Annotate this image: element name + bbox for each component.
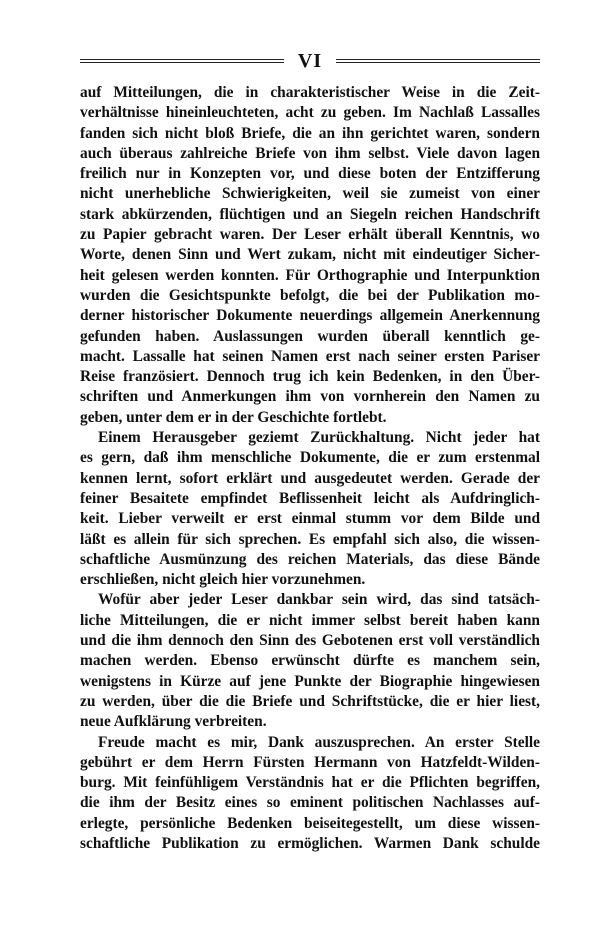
text-line: derner historischer Dokumente neuerdings allgemein Anerkennung bbox=[80, 307, 540, 325]
text-line: kennen lernt, sofort erklärt und ausgedeutet werden. Gerade der bbox=[80, 469, 540, 487]
text-line: schaftliche Publikation zu ermöglichen. Warmen Dank schulde bbox=[80, 834, 540, 852]
text-line: schaftliche Ausmünzung des reichen Materials, das diese Bände bbox=[80, 550, 540, 568]
text-line: keit. Lieber verweilt er erst einmal stumm vor dem Bilde und bbox=[80, 510, 540, 528]
paragraph bbox=[80, 428, 540, 590]
text-line: und die ihm dennoch den Sinn des Gebotenen erst voll verständlich bbox=[80, 632, 540, 650]
text-line: burg. Mit feinfühligem Verständnis hat er die Pflichten begriffen, bbox=[80, 774, 540, 792]
text-line: schriften und Anmerkungen ihm von vornherein den Namen zu bbox=[80, 388, 540, 406]
text-line: feiner Besaitete empfindet Beflissenheit leicht als Aufdringlich- bbox=[80, 489, 540, 507]
text-line: fanden sich nicht bloß Briefe, die an ihn gerichtet waren, sondern bbox=[80, 124, 540, 142]
text-line: Wofür aber jeder Leser dankbar sein wird, das sind tatsäch- bbox=[98, 591, 540, 609]
text-line: macht. Lassalle hat seinen Namen erst nach seiner ersten Pariser bbox=[80, 347, 540, 365]
text-line: stark abkürzenden, flüchtigen und an Siegeln reichen Handschrift bbox=[80, 205, 540, 223]
text-line: zu werden, über die die Briefe und Schriftstücke, die er hier liest, bbox=[80, 692, 540, 710]
text-line: liche Mitteilungen, die er nicht immer selbst bereit haben kann bbox=[80, 611, 540, 629]
text-line: zu Papier gebracht waren. Der Leser erhält überall Kenntnis, wo bbox=[80, 226, 540, 244]
header-rule-right bbox=[336, 59, 540, 63]
paragraph bbox=[80, 83, 540, 428]
text-line: neue Aufklärung verbreiten. bbox=[80, 713, 267, 731]
paragraph bbox=[80, 590, 540, 732]
text-line: wenigstens in Kürze auf jene Punkte der Biographie hingewiesen bbox=[80, 672, 540, 690]
text-line: Freude macht es mir, Dank auszusprechen. An erster Stelle bbox=[98, 733, 540, 751]
text-line: die ihm der Besitz eines so eminent politischen Nachlasses auf- bbox=[80, 794, 540, 812]
text-line: machen werden. Ebenso erwünscht dürfte es manchem sein, bbox=[80, 652, 540, 670]
text-line: heit gelesen werden konnten. Für Orthographie und Interpunktion bbox=[80, 266, 540, 284]
text-line: verhältnisse hineinleuchteten, acht zu geben. Im Nachlaß Lassalles bbox=[80, 104, 540, 122]
body-text bbox=[80, 83, 540, 854]
page-number: VI bbox=[297, 49, 323, 72]
header-rule-left bbox=[80, 59, 284, 63]
text-line: Reise französiert. Dennoch trug ich kein Bedenken, in den Über- bbox=[80, 368, 540, 386]
text-line: nicht unerhebliche Schwierigkeiten, weil sie zumeist von einer bbox=[80, 185, 540, 203]
text-line: läßt es allein für sich sprechen. Es empfahl sich also, die wissen- bbox=[80, 530, 540, 548]
text-line: freilich nur in Konzepten vor, und diese boten der Entzifferung bbox=[80, 165, 540, 183]
text-line: geben, unter dem er in der Geschichte fortlebt. bbox=[80, 408, 387, 426]
text-line: gefunden haben. Auslassungen wurden überall kenntlich ge- bbox=[80, 327, 540, 345]
text-line: Worte, denen Sinn und Wert zukam, nicht mit eindeutiger Sicher- bbox=[80, 246, 540, 264]
text-line: erlegte, persönliche Bedenken beiseitegestellt, um diese wissen- bbox=[80, 814, 540, 832]
paragraph bbox=[80, 733, 540, 855]
text-line: erschließen, nicht gleich hier vorzunehmen. bbox=[80, 571, 366, 589]
text-line: Einem Herausgeber geziemt Zurückhaltung. Nicht jeder hat bbox=[98, 429, 540, 447]
text-line: auf Mitteilungen, die in charakteristischer Weise in die Zeit- bbox=[80, 84, 540, 101]
text-line: wurden die Gesichtspunkte befolgt, die bei der Publikation mo- bbox=[80, 286, 540, 304]
text-line: es gern, daß ihm menschliche Dokumente, die er zum erstenmal bbox=[80, 449, 540, 467]
page-header bbox=[80, 46, 540, 76]
text-line: auch überaus zahlreiche Briefe von ihm selbst. Viele davon lagen bbox=[80, 144, 540, 162]
text-line: gebührt er dem Herrn Fürsten Hermann von Hatzfeldt-Wilden- bbox=[80, 753, 540, 771]
